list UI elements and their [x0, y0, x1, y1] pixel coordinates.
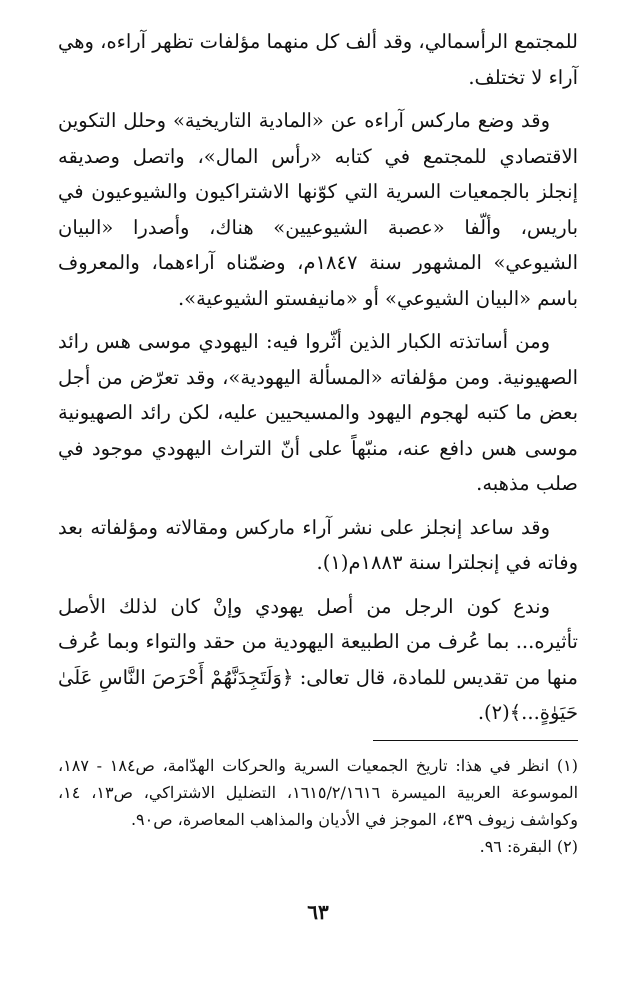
footnote-2: (٢) البقرة: ٩٦.	[479, 837, 578, 856]
paragraph-marx: وقد وضع ماركس آراءه عن «المادية التاريخية» وحلل التكوين الاقتصادي للمجتمع في كتابه «رأس المال»، واتصل وصديقه إنجلز بالجمعيات السرية التي كوّنها الاشتراكيون والشيوعيون في باريس، وألّفا «عصبة الشيوعيين» هناك، وأصدرا «البيان الشيوعي» المشهور سنة ١٨٤٧م، وضمّناه آراءهما، والمعروف باسم «البيان الشيوعي» أو «مانيفستو الشيوعية».	[58, 109, 578, 310]
footnote-divider	[373, 740, 578, 741]
paragraph-engels: وقد ساعد إنجلز على نشر آراء ماركس ومقالاته ومؤلفاته بعد وفاته في إنجلترا سنة ١٨٨٣م(١).	[58, 515, 578, 574]
main-text	[58, 24, 578, 731]
page-number: ٦٣	[307, 900, 329, 924]
page-body	[58, 24, 578, 739]
paragraph-teachers: ومن أساتذته الكبار الذين أثّروا فيه: اليهودي موسى هس رائد الصهيونية. ومن مؤلفاته «المسألة اليهودية»، وقد تعرّض من أجل بعض ما كتبه لهجوم اليهود والمسيحيين عليه، لكن رائد الصهيونية موسى هس دافع عنه، منبّهاً على أنّ التراث اليهودي موجود في صلب مذهبه.	[58, 330, 579, 495]
paragraph-continuation: للمجتمع الرأسمالي، وقد ألف كل منهما مؤلفات تظهر آراءه، وهي آراء لا تختلف.	[58, 30, 578, 89]
paragraph-origin: وندع كون الرجل من أصل يهودي وإنْ كان لذلك الأصل تأثيره... بما عُرف من الطبيعة اليهودية من حقد والتواء وبما عُرف منها من تقديس للمادة، قال تعالى: ﴿وَلَتَجِدَنَّهُمْ أَحْرَصَ النَّاسِ عَلَىٰ حَيَوٰةٍ...﴾(٢).	[58, 594, 578, 724]
footnotes	[58, 752, 578, 860]
footnote-1: (١) انظر في هذا: تاريخ الجمعيات السرية والحركات الهدّامة، ص١٨٤ - ١٨٧، الموسوعة العربية الميسرة ١٦١٥/٢/١٦١٦، التضليل الاشتراكي، ص١٣، ١٤، وكواشف زيوف ٤٣٩، الموجز في الأديان والمذاهب المعاصرة، ص٩٠.	[58, 756, 579, 829]
